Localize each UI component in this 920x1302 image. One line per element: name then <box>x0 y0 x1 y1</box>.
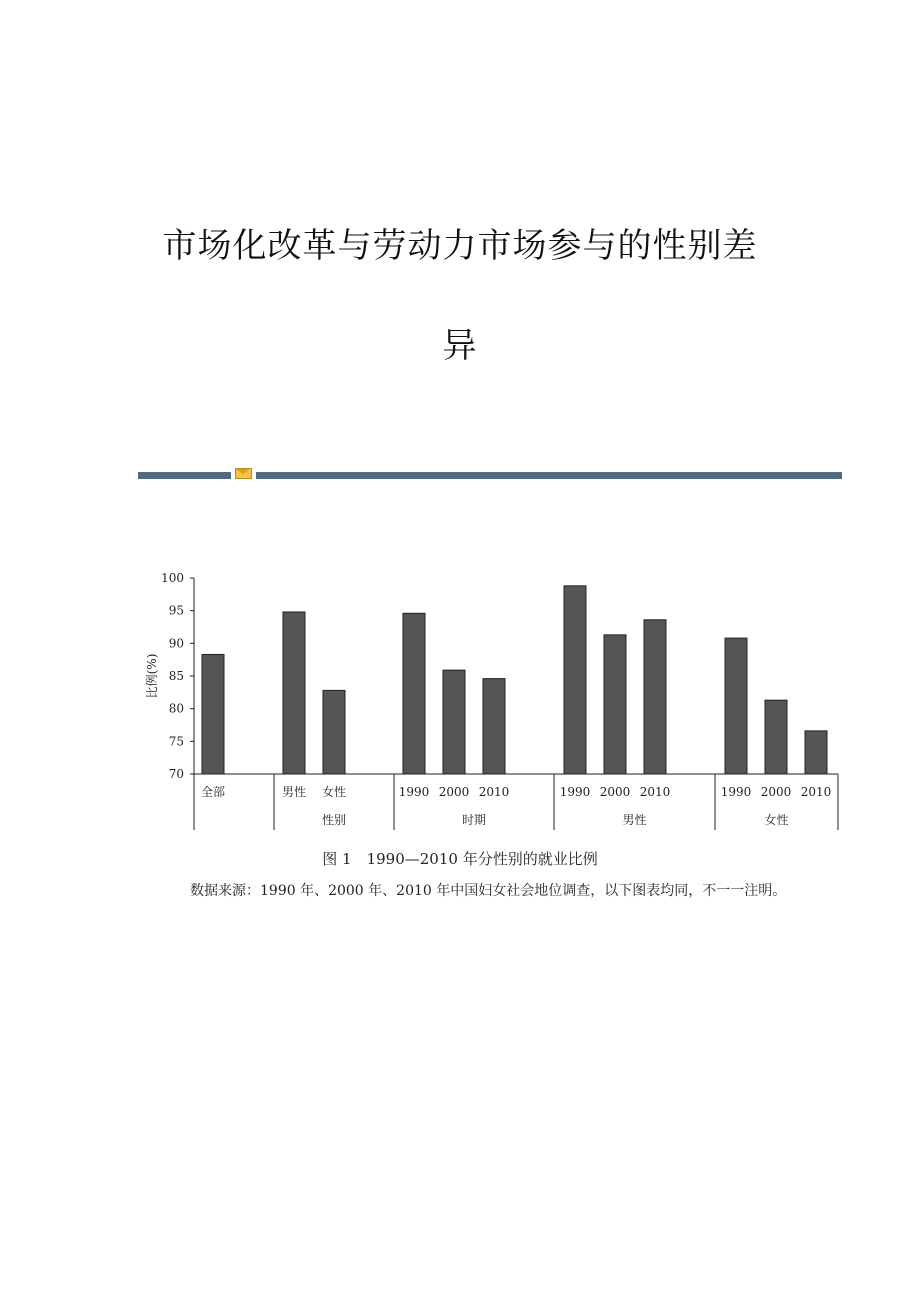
section-divider <box>138 466 842 480</box>
y-tick-label: 95 <box>168 603 184 618</box>
bar-category-label: 2000 <box>599 785 631 799</box>
y-tick-label: 85 <box>168 669 184 683</box>
bar-category-label: 女性 <box>321 785 347 799</box>
bar <box>564 586 586 774</box>
y-axis-label: 比例(%) <box>145 653 159 699</box>
document-title-line-2: 异 <box>442 326 478 366</box>
bar-category-label: 2000 <box>760 785 792 799</box>
bar-category-label: 全部 <box>200 785 226 799</box>
bar-category-label: 2010 <box>639 785 671 799</box>
group-label: 时期 <box>461 813 487 827</box>
bar-category-label: 男性 <box>281 785 307 799</box>
envelope-icon <box>235 468 252 479</box>
bar <box>283 612 305 774</box>
bar-category-label: 1990 <box>720 785 752 799</box>
bar-category-label: 1990 <box>398 785 430 799</box>
y-tick-label: 70 <box>168 767 184 781</box>
group-label: 女性 <box>764 813 789 827</box>
bar <box>725 638 747 774</box>
figure-caption: 图 1 1990—2010 年分性别的就业比例 <box>322 850 598 868</box>
bar-category-label: 2000 <box>438 785 470 799</box>
source-note: 数据来源：1990 年、2000 年、2010 年中国妇女社会地位调查，以下图表均同，不一一注明。 <box>190 883 787 899</box>
y-tick-label: 90 <box>168 636 184 651</box>
bar <box>483 679 505 774</box>
bar <box>604 635 626 774</box>
divider-bar-right <box>256 472 842 479</box>
bar-category-label: 1990 <box>559 785 591 799</box>
bar <box>805 731 827 774</box>
bar <box>765 700 787 774</box>
divider-bar-left <box>138 472 231 479</box>
bar-category-label: 2010 <box>800 785 832 799</box>
bar <box>323 690 345 774</box>
bar <box>443 670 465 774</box>
y-tick-label: 100 <box>161 571 184 585</box>
document-title-line-1: 市场化改革与劳动力市场参与的性别差 <box>162 226 758 266</box>
bar <box>202 654 224 774</box>
group-label: 男性 <box>622 813 647 827</box>
employment-ratio-bar-chart <box>140 560 860 840</box>
group-label: 性别 <box>321 813 347 827</box>
y-tick-label: 75 <box>168 734 184 749</box>
bar <box>644 620 666 774</box>
y-tick-label: 80 <box>168 701 184 716</box>
bar <box>403 613 425 774</box>
bar-category-label: 2010 <box>478 785 510 799</box>
